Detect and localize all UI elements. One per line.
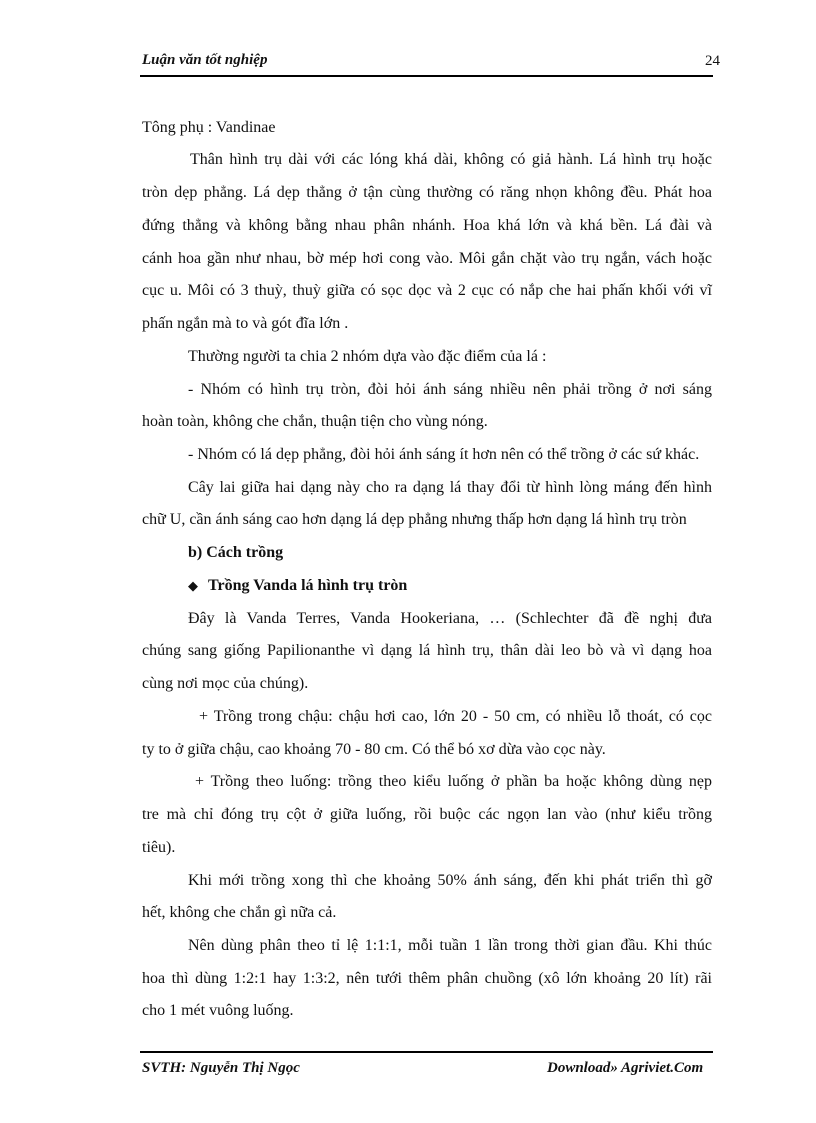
list-item: - Nhóm có lá dẹp phẳng, đòi hỏi ánh sáng ít hơn nên có thể trồng ở các sứ khác. xyxy=(188,446,700,463)
paragraph-line: cục u. Môi có 3 thuỳ, thuỳ giữa có sọc dọc và 2 cục có nắp che hai phấn khối với vĩ xyxy=(142,282,712,299)
list-item: + Trồng theo luống: trồng theo kiểu luống ở phần ba hoặc không dùng nẹp xyxy=(195,773,712,790)
paragraph-line: Nên dùng phân theo tỉ lệ 1:1:1, mỗi tuần 1 lần trong thời gian đầu. Khi thúc xyxy=(188,937,712,954)
paragraph-line: phấn ngắn mà to và gót đĩa lớn . xyxy=(142,315,349,332)
diamond-bullet-icon: ◆ xyxy=(188,578,198,593)
footer-source: Download» Agriviet.Com xyxy=(547,1060,704,1076)
paragraph-line: Thân hình trụ dài với các lóng khá dài, không có giả hành. Lá hình trụ hoặc xyxy=(190,151,712,168)
paragraph-line: đứng thẳng và không bằng nhau phân nhánh. Hoa khá lớn và khá bền. Lá đài và xyxy=(142,217,712,234)
section-heading: Tông phụ : Vandinae xyxy=(142,119,276,136)
paragraph-line: hoa thì dùng 1:2:1 hay 1:3:2, nên tưới thêm phân chuồng (xô lớn khoảng 20 lít) rãi xyxy=(142,970,712,987)
document-title: Luận văn tốt nghiệp xyxy=(142,52,268,68)
paragraph-line: Khi mới trồng xong thì che khoảng 50% ánh sáng, đến khi phát triển thì gỡ xyxy=(188,872,712,889)
footer-divider xyxy=(140,1051,713,1053)
footer-author: SVTH: Nguyễn Thị Ngọc xyxy=(142,1060,300,1076)
paragraph-line: hết, không che chắn gì nữa cả. xyxy=(142,904,337,921)
paragraph-line: tròn dẹp phẳng. Lá dẹp thẳng ở tận cùng thường có răng nhọn không đều. Phát hoa xyxy=(142,184,712,201)
paragraph-line: hoàn toàn, không che chắn, thuận tiện cho vùng nóng. xyxy=(142,413,488,430)
paragraph-line: Cây lai giữa hai dạng này cho ra dạng lá thay đổi từ hình lòng máng đến hình xyxy=(188,479,712,496)
paragraph-line: tiêu). xyxy=(142,839,176,856)
list-item: - Nhóm có hình trụ tròn, đòi hỏi ánh sáng nhiều nên phải trồng ở nơi sáng xyxy=(188,381,712,398)
bullet-heading-text: Trồng Vanda lá hình trụ tròn xyxy=(208,577,408,594)
paragraph-line: Đây là Vanda Terres, Vanda Hookeriana, … (Schlechter đã đề nghị đưa xyxy=(188,610,712,627)
paragraph-line: cùng nơi mọc của chúng). xyxy=(142,675,309,692)
bullet-heading xyxy=(188,576,758,596)
paragraph-line: chúng sang giống Papilionanthe vì dạng lá hình trụ, thân dài leo bò và vì dạng hoa xyxy=(142,642,712,659)
paragraph-line: Thường người ta chia 2 nhóm dựa vào đặc điểm của lá : xyxy=(188,348,547,365)
list-item: + Trồng trong chậu: chậu hơi cao, lớn 20 - 50 cm, có nhiều lỗ thoát, có cọc xyxy=(199,708,712,725)
page-number: 24 xyxy=(705,53,720,69)
subsection-heading: b) Cách trồng xyxy=(188,544,284,561)
paragraph-line: cánh hoa gần như nhau, bờ mép hơi cong vào. Môi gắn chặt vào trụ ngắn, vách hoặc xyxy=(142,250,712,267)
paragraph-line: chữ U, cần ánh sáng cao hơn dạng lá dẹp phẳng nhưng thấp hơn dạng lá hình trụ tròn xyxy=(142,511,687,528)
header-divider xyxy=(140,75,713,77)
paragraph-line: cho 1 mét vuông luống. xyxy=(142,1002,294,1019)
paragraph-line: ty to ở giữa chậu, cao khoảng 70 - 80 cm. Có thể bó xơ dừa vào cọc này. xyxy=(142,741,606,758)
paragraph-line: tre mà chỉ đóng trụ cột ở giữa luống, rồi buộc các ngọn lan vào (như kiểu trồng xyxy=(142,806,712,823)
